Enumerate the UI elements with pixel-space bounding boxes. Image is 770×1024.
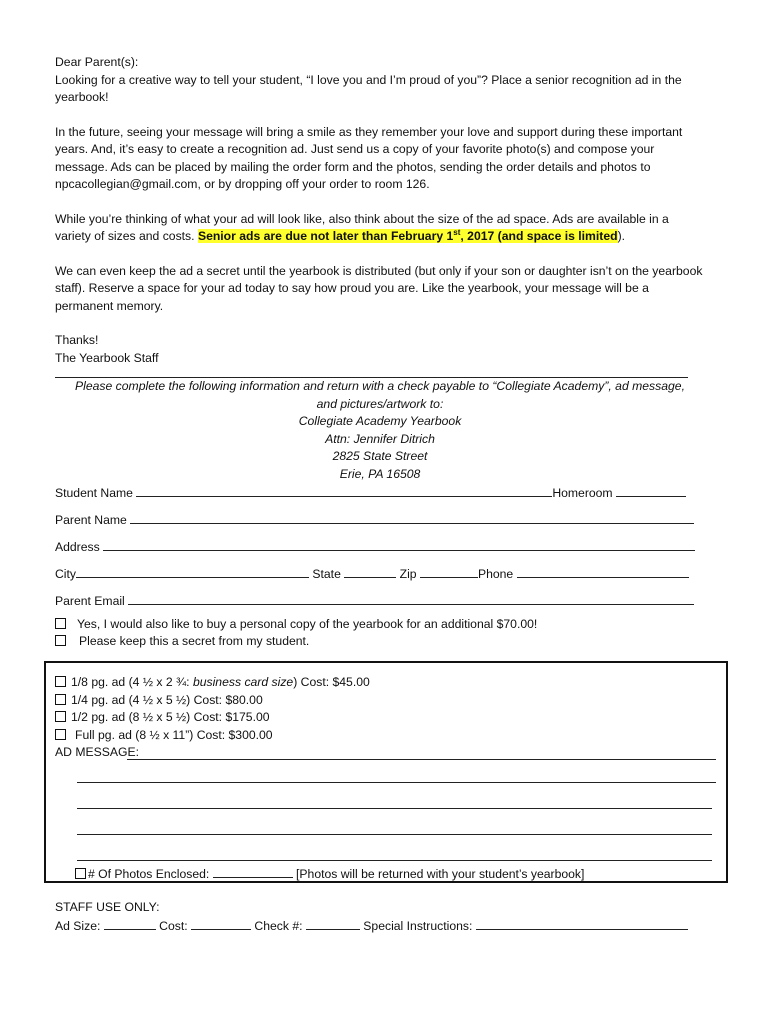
eighth-page-checkbox[interactable]	[55, 676, 66, 687]
special-instructions-field[interactable]	[476, 917, 688, 930]
ad-message-line[interactable]	[77, 808, 712, 809]
ad-option-half: 1/2 pg. ad (8 ½ x 5 ½) Cost: $175.00	[55, 709, 716, 727]
check-label: Check #:	[254, 918, 303, 933]
option-secret-row	[55, 633, 705, 650]
state-label: State	[312, 567, 341, 581]
homeroom-field[interactable]	[616, 484, 686, 497]
city-label: City	[55, 567, 76, 581]
phone-field[interactable]	[517, 565, 689, 578]
parent-email-field[interactable]	[128, 592, 694, 605]
ad-option-full: Full pg. ad (8 ½ x 11”) Cost: $300.00	[55, 727, 716, 745]
ad-size-field[interactable]	[104, 917, 156, 930]
cost-field[interactable]	[191, 917, 251, 930]
cost-label: Cost:	[159, 918, 188, 933]
student-row	[55, 484, 705, 502]
staff-row	[55, 917, 688, 936]
state-field[interactable]	[344, 565, 396, 578]
keep-secret-checkbox[interactable]	[55, 635, 66, 646]
special-instructions-label: Special Instructions:	[363, 918, 473, 933]
student-name-field[interactable]	[136, 484, 552, 497]
email-row	[55, 592, 705, 610]
ad-message-label: AD MESSAGE:	[55, 745, 139, 759]
ad-option-quarter: 1/4 pg. ad (4 ½ x 5 ½) Cost: $80.00	[55, 692, 716, 710]
yearbook-copy-label: Yes, I would also like to buy a personal copy of the yearbook for an additional $70.00!	[77, 617, 538, 631]
address-label: Address	[55, 540, 100, 554]
paragraph-intro: Looking for a creative way to tell your student, “I love you and I’m proud of you”? Place a senior recognition ad in the yearbook!	[55, 72, 682, 104]
address-row	[55, 538, 705, 556]
divider	[55, 367, 688, 378]
letter	[55, 54, 705, 650]
quarter-page-checkbox[interactable]	[55, 694, 66, 705]
paragraph-future: In the future, seeing your message will bring a smile as they remember your love and support during these important years. And, it’s easy to create a recognition ad. Just send us a copy of your favorite photo(s) and compose your message. Ads can be placed by mailing the order form and the photos, sending the order details and photos to npcacollegian@gmail.com, or by dropping off your order to room 126.	[55, 124, 683, 191]
student-name-label: Student Name	[55, 486, 133, 500]
photos-enclosed-row: # Of Photos Enclosed: [Photos will be returned with your student’s yearbook]	[75, 865, 716, 884]
paragraph-sizes: While you’re thinking of what your ad will look like, also think about the size of the ad space. Ads are available in a variety of sizes and costs. Senior ads are due not later than February 1st, 2017 (and space is limited).	[55, 211, 669, 243]
ad-message-line[interactable]	[127, 759, 716, 760]
check-field[interactable]	[306, 917, 360, 930]
city-field[interactable]	[76, 565, 309, 578]
staff-use-section	[55, 899, 688, 935]
yearbook-copy-checkbox[interactable]	[55, 618, 66, 629]
signature: The Yearbook Staff	[55, 350, 159, 365]
ad-size-label: Ad Size:	[55, 918, 101, 933]
homeroom-label: Homeroom	[552, 486, 613, 500]
half-page-checkbox[interactable]	[55, 711, 66, 722]
zip-field[interactable]	[420, 565, 478, 578]
ad-option-eighth: 1/8 pg. ad (4 ½ x 2 ¾: business card size) Cost: $45.00	[55, 674, 716, 692]
deadline-highlight: Senior ads are due not later than February 1st, 2017 (and space is limited	[197, 227, 618, 243]
city-row	[55, 565, 705, 583]
ad-order-box	[44, 661, 728, 883]
zip-label: Zip	[399, 567, 417, 581]
keep-secret-label: Please keep this a secret from my student.	[79, 634, 310, 648]
salutation: Dear Parent(s):	[55, 55, 139, 69]
phone-label: Phone	[477, 567, 514, 581]
photos-count-field[interactable]	[213, 865, 293, 878]
address-field[interactable]	[103, 538, 695, 551]
staff-title: STAFF USE ONLY:	[55, 900, 160, 914]
parent-name-field[interactable]	[130, 511, 694, 524]
paragraph-secret: We can even keep the ad a secret until the yearbook is distributed (but only if your son or daughter isn’t on the yearbook staff). Reserve a space for your ad today to say how proud you are. Like the yearbook, your message will be a permanent memory.	[55, 263, 703, 313]
photos-enclosed-checkbox[interactable]	[75, 868, 86, 879]
ad-message-line[interactable]	[77, 834, 712, 835]
parent-name-label: Parent Name	[55, 513, 127, 527]
ad-message-line[interactable]	[77, 782, 716, 783]
thanks: Thanks!	[55, 333, 99, 347]
parent-email-label: Parent Email	[55, 594, 125, 608]
parent-row	[55, 511, 705, 529]
full-page-checkbox[interactable]	[55, 729, 66, 740]
ad-message-line[interactable]	[77, 860, 712, 861]
option-copy-row	[55, 616, 705, 633]
mailing-instructions: Please complete the following information and return with a check payable to “Collegiate Academy”, ad message, and pictures/artwork to: Collegiate Academy Yearbook Attn: Jennifer Ditrich 2825 State Street Erie, PA 16508	[75, 379, 685, 481]
